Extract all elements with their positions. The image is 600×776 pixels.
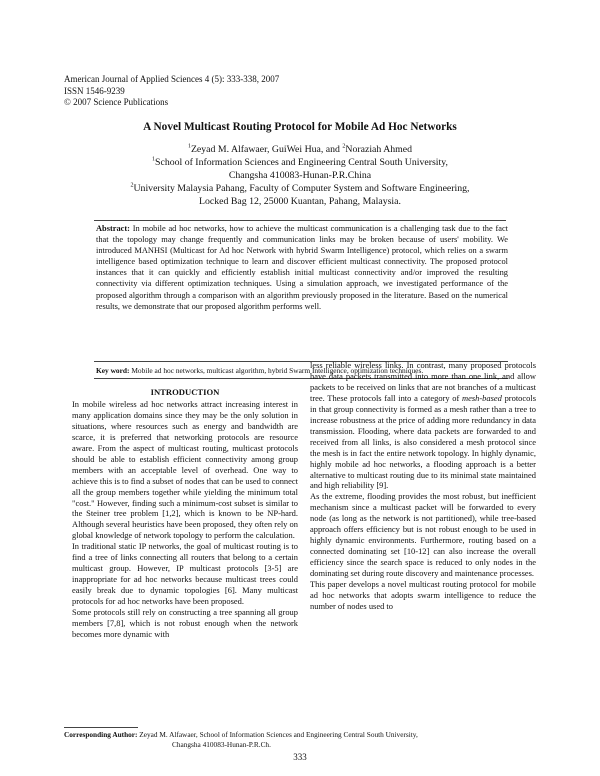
section-heading-introduction: INTRODUCTION xyxy=(150,387,220,397)
journal-copyright: © 2007 Science Publications xyxy=(64,97,169,107)
footnote-text: Zeyad M. Alfawaer, School of Information Sciences and Engineering Central South University, xyxy=(139,730,418,739)
intro-paragraph-2: In traditional static IP networks, the goal of multicast routing is to find a tree of links connecting all routers that belong to a certain multicast group. However, IP multicast protocols [3-5] are inappropriate for ad hoc networks because multicast trees could easily break due to dynamic topologies [6]. Many multicast protocols for ad hoc networks have been proposed. xyxy=(72,541,298,607)
author-names: $^1$Zeyad M. Alfawaer, GuiWei Hua, and $^2$Noraziah Ahmed xyxy=(187,143,413,155)
left-column xyxy=(72,387,298,640)
affiliation-1: $^1$School of Information Sciences and Engineering Central South University, xyxy=(152,156,448,168)
corresponding-author-footnote xyxy=(64,730,524,750)
footnote-label: Corresponding Author: xyxy=(64,730,138,739)
right-column xyxy=(310,360,536,612)
journal-info xyxy=(64,74,279,109)
keywords-text: Mobile ad hoc networks, multicast algorithm, hybrid Swarm Intelligence, optimization techniques. xyxy=(129,366,424,375)
affiliation-2: $^2$University Malaysia Pahang, Faculty of Computer System and Software Engineering, xyxy=(130,182,470,194)
footnote-rule xyxy=(64,727,138,728)
page-number: 333 xyxy=(293,752,307,762)
footnote-text-cont: Changsha 410083-Hunan-P.R.Ch. xyxy=(172,740,271,749)
abstract-label: Abstract: xyxy=(96,224,130,233)
intro-paragraph-1: In mobile wireless ad hoc networks attract increasing interest in many application domains since they may be the only solution in situations, where resources such as energy and bandwidth are scarce, it is preferred that networking protocols are resource aware. From the aspect of multicast routing, multicast protocols should be able to establish efficient connectivity among group members with an acceptable level of overhead. One way to achieve this is to find a subset of nodes that can be used to connect all the group members together while yielding the minimum total "cost." However, finding such a minimum-cost subset is similar to the Steiner tree problem [1,2], which is known to be NP-hard. Although several heuristics have been proposed, they often rely on global knowledge of network topology to perform the calculation. xyxy=(72,398,298,541)
affiliation-1-city: Changsha 410083-Hunan-P.R.China xyxy=(228,170,372,181)
journal-citation: American Journal of Applied Sciences 4 (5): 333-338, 2007 xyxy=(64,74,280,84)
right-paragraph-3: This paper develops a novel multicast routing protocol for mobile ad hoc networks that adopts swarm intelligence to reduce the number of nodes used to xyxy=(310,579,536,611)
abstract xyxy=(96,223,508,312)
author-block xyxy=(60,143,540,208)
paper-title: A Novel Multicast Routing Protocol for Mobile Ad Hoc Networks xyxy=(143,121,457,133)
intro-paragraph-3: Some protocols still rely on constructing a tree spanning all group members [7,8], which is not robust enough when the network becomes more dynamic with xyxy=(72,607,298,639)
right-paragraph-2: As the extreme, flooding provides the most robust, but inefficient mechanism since a multicast packet will be forwarded to every node (as long as the network is not partitioned), while tree-based approach offers efficiency but is not robust enough to be used in highly dynamic environments. Furthermore, routing based on a connected dominating set [10-12] can also increase the overall efficiency since the search space is reduced to only nodes in the dominating set during route discovery and maintenance processes. xyxy=(310,491,536,579)
abstract-text: In mobile ad hoc networks, how to achieve the multicast communication is a challenging task due to the fact that the topology may change frequently and communication links may be broken because of users' mobility. We introduced MANHSI (Multicast for Ad hoc Network with hybrid Swarm Intelligence) protocol, which relies on a swarm intelligence based optimization technique to learn and discover efficient multicast connectivity. The proposed protocol instances that it can quickly and efficiently establish initial multicast connectivity and/or improved the resulting connectivity via different optimization techniques. Using a simulation approach, we investigated performance of the proposed algorithm through a comparison with an algorithm previously proposed in the literature. Based on the numerical results, we demonstrate that our proposed algorithm performs well. xyxy=(96,224,508,311)
right-paragraph-1: less reliable wireless links. In contrast, many proposed protocols have data packets transmitted into more than one link, and allow packets to be received on links that are not branches of a multicast tree. These protocols fall into a category of mesh-based protocols in that group connectivity is formed as a mesh rather than a tree to increase robustness at the price of adding more redundancy in data transmission. Flooding, where data packets are forwarded to and received from all links, is also considered a mesh protocol since the mesh is in fact the entire network topology. In highly dynamic, highly mobile ad hoc networks, a flooding approach is a better alternative to multicast routing due to its minimal state maintained and high reliability [9]. xyxy=(310,360,536,491)
journal-issn: ISSN 1546-9239 xyxy=(64,85,125,96)
mesh-based-term: mesh-based xyxy=(462,392,502,403)
affiliation-2-address: Locked Bag 12, 25000 Kuantan, Pahang, Malaysia. xyxy=(199,196,401,207)
keywords-label: Key word: xyxy=(96,366,130,375)
